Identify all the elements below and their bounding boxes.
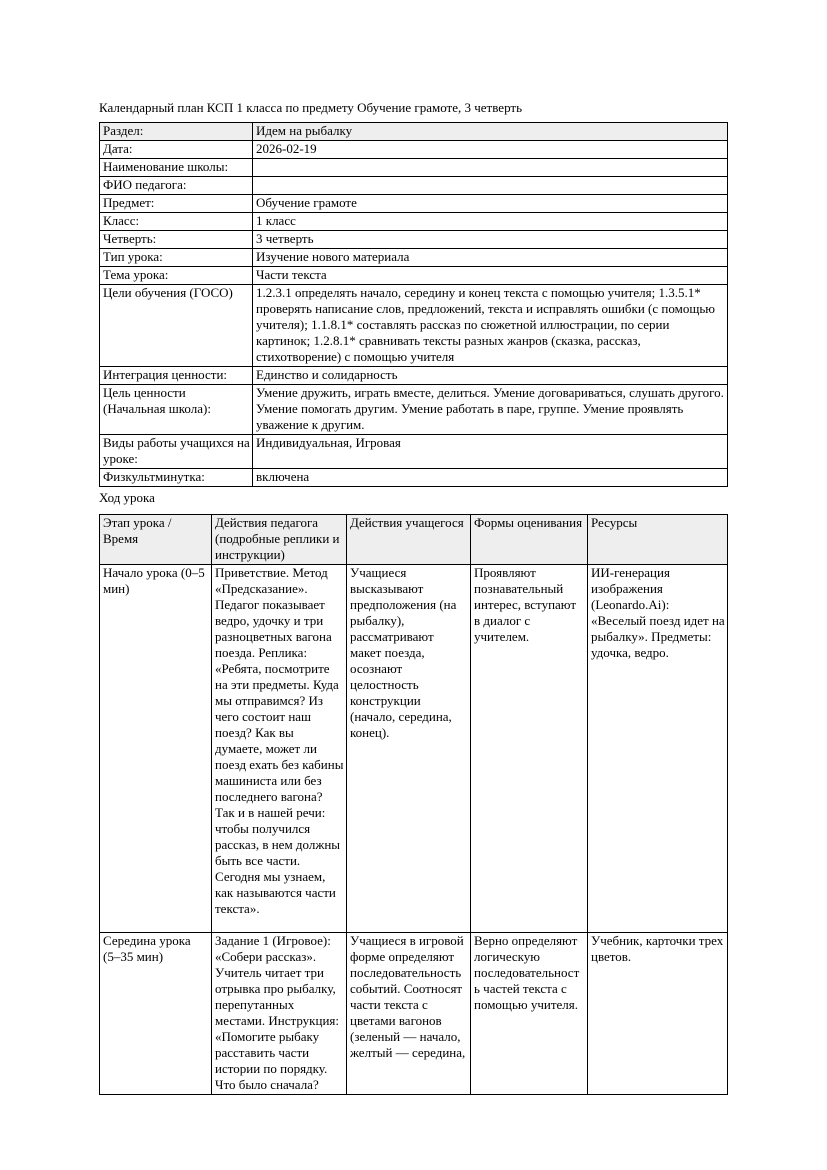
stage-cell: Начало урока (0–5 мин) [100, 565, 212, 933]
info-label: Тип урока: [100, 249, 253, 267]
table-row [100, 177, 728, 195]
section-heading: Ход урока [99, 490, 155, 505]
info-value: Идем на рыбалку [253, 123, 728, 141]
info-value: Умение дружить, играть вместе, делиться. Умение договариваться, слушать другого. Умение помогать другим. Умение работать в паре, группе. Умение проявлять уважение к другим. [253, 385, 728, 435]
info-label: Класс: [100, 213, 253, 231]
table-row [100, 285, 728, 367]
table-row [100, 367, 728, 385]
stage-cell: Середина урока (5–35 мин) [100, 933, 212, 1095]
lesson-table [99, 514, 728, 1095]
resources-cell: ИИ-генерация изображения (Leonardo.Ai): «Веселый поезд идет на рыбалку». Предметы: удочка, ведро. [588, 565, 728, 933]
table-row [100, 267, 728, 285]
column-header-assessment: Формы оценивания [471, 515, 588, 565]
info-value: Единство и солидарность [253, 367, 728, 385]
info-value: 1 класс [253, 213, 728, 231]
lesson-table-header-row [100, 515, 728, 565]
info-label: Наименование школы: [100, 159, 253, 177]
info-label: Тема урока: [100, 267, 253, 285]
table-row [100, 249, 728, 267]
table-row [100, 195, 728, 213]
page-title: Календарный план КСП 1 класса по предмету Обучение грамоте, 3 четверть [99, 100, 523, 115]
teacher-actions-cell: Задание 1 (Игровое): «Собери рассказ». Учитель читает три отрывка про рыбалку, перепутанных местами. Инструкция: «Помогите рыбаку расставить части истории по порядку. Что было сначала? [212, 933, 347, 1095]
info-label: Четверть: [100, 231, 253, 249]
table-row [100, 231, 728, 249]
info-value: 2026-02-19 [253, 141, 728, 159]
table-row [100, 435, 728, 469]
column-header-teacher-actions: Действия педагога (подробные реплики и инструкции) [212, 515, 347, 565]
assessment-cell: Проявляют познавательный интерес, вступают в диалог с учителем. [471, 565, 588, 933]
column-header-student-actions: Действия учащегося [347, 515, 471, 565]
teacher-actions-cell: Приветствие. Метод «Предсказание». Педагог показывает ведро, удочку и три разноцветных вагона поезда. Реплика: «Ребята, посмотрите на эти предметы. Куда мы отправимся? Из чего состоит наш поезд? Как вы думаете, может ли поезд ехать без кабины машиниста или без последнего вагона? Так и в нашей речи: чтобы получился рассказ, в нем должны быть все части. Сегодня мы узнаем, как называются части текста». [212, 565, 347, 933]
info-table [99, 122, 728, 487]
table-row [100, 141, 728, 159]
info-value: Обучение грамоте [253, 195, 728, 213]
info-label: ФИО педагога: [100, 177, 253, 195]
table-row [100, 159, 728, 177]
table-row [100, 123, 728, 141]
resources-cell: Учебник, карточки трех цветов. [588, 933, 728, 1095]
table-row [100, 933, 728, 1095]
info-label: Раздел: [100, 123, 253, 141]
info-value: Изучение нового материала [253, 249, 728, 267]
table-row [100, 213, 728, 231]
column-header-resources: Ресурсы [588, 515, 728, 565]
info-label: Предмет: [100, 195, 253, 213]
info-value [253, 159, 728, 177]
info-value: 3 четверть [253, 231, 728, 249]
info-value [253, 177, 728, 195]
column-header-stage: Этап урока / Время [100, 515, 212, 565]
table-row [100, 565, 728, 933]
student-actions-cell: Учащиеся в игровой форме определяют последовательность событий. Соотносят части текста с цветами вагонов (зеленый — начало, желтый — середина, [347, 933, 471, 1095]
info-label: Цель ценности (Начальная школа): [100, 385, 253, 435]
info-value: Части текста [253, 267, 728, 285]
info-label: Цели обучения (ГОСО) [100, 285, 253, 367]
info-label: Дата: [100, 141, 253, 159]
info-label: Физкультминутка: [100, 469, 253, 487]
info-label: Виды работы учащихся на уроке: [100, 435, 253, 469]
info-value: 1.2.3.1 определять начало, середину и конец текста с помощью учителя; 1.3.5.1* проверять написание слов, предложений, текста и исправлять ошибки (с помощью учителя); 1.1.8.1* составлять рассказ по сюжетной иллюстрации, по серии картинок; 1.2.8.1* сравнивать тексты разных жанров (сказка, рассказ, стихотворение) с помощью учителя [253, 285, 728, 367]
info-value: включена [253, 469, 728, 487]
table-row [100, 385, 728, 435]
info-label: Интеграция ценности: [100, 367, 253, 385]
assessment-cell: Верно определяют логическую последовательность частей текста с помощью учителя. [471, 933, 588, 1095]
info-value: Индивидуальная, Игровая [253, 435, 728, 469]
table-row [100, 469, 728, 487]
student-actions-cell: Учащиеся высказывают предположения (на рыбалку), рассматривают макет поезда, осознают целостность конструкции (начало, середина, конец). [347, 565, 471, 933]
